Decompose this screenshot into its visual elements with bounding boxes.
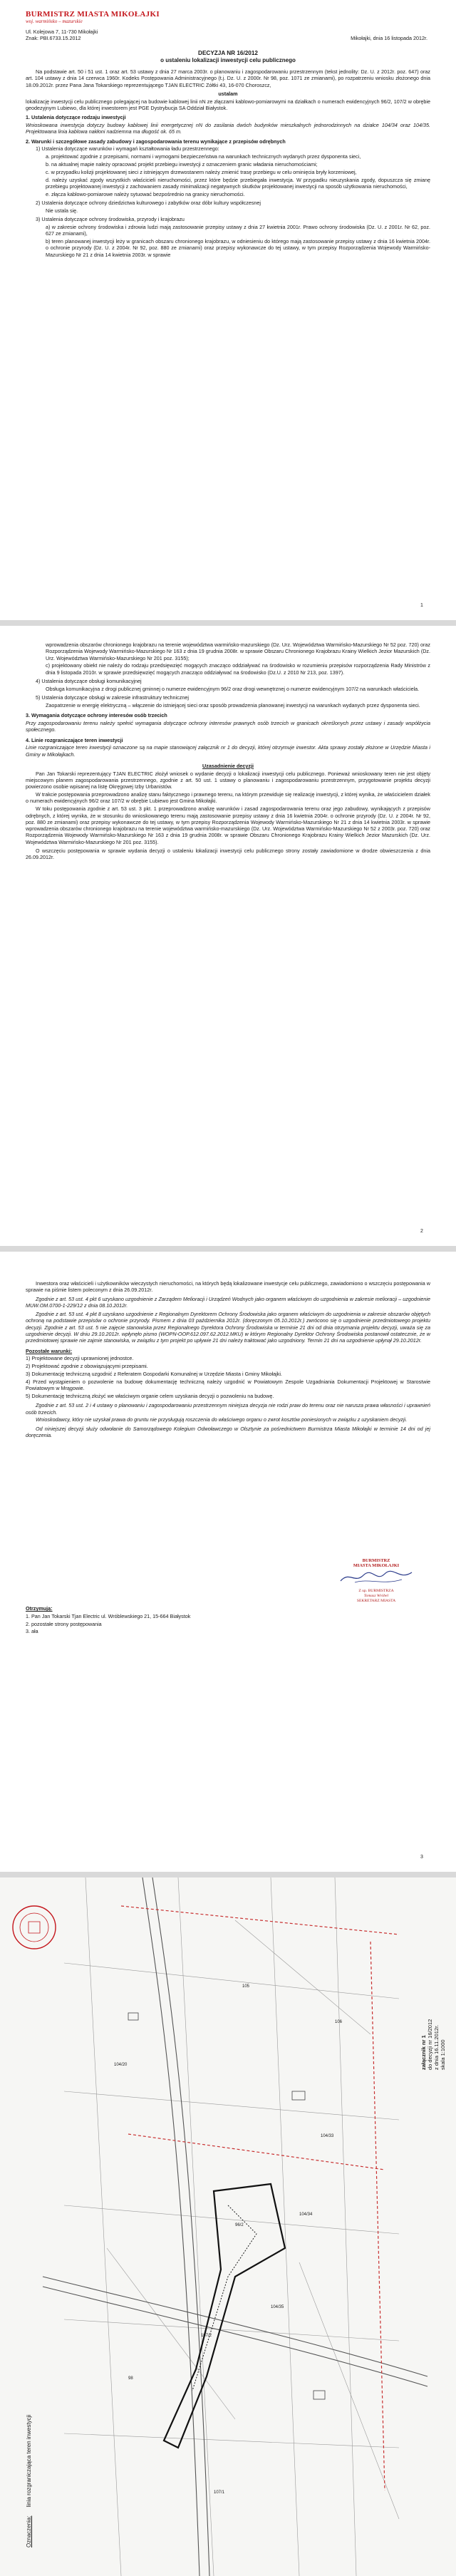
page-4-map [0,1877,456,2576]
page-number: 1 [420,603,423,608]
item-2-1e: e. złącza kablowo-pomiarowe należy sytuować bezpośrednio na granicy nieruchomości. [46,190,245,197]
recipients [26,1605,239,1636]
page-number: 2 [420,1229,423,1234]
item-2-3b: b) teren planowanej inwestycji leży w granicach obszaru chronionego krajobrazu, w odniesieniu do którego mają zastosowanie przepisy ustawy z dnia 16 kwietnia 2004r. o ochronie przyrody (Dz. U. z 2004r. Nr 92, poz. 880 ze zmianami) oraz przepisy wykonawcze do tej ustawy, w tym przepisy Rozporządzenia Wojewody Warmińsko-Mazurskiego Nr 21 z dnia 14 kwietnia 2003r. w sprawie [46,238,430,258]
ustalam-heading: ustalam [218,90,238,97]
body-p1 [26,68,430,259]
case-number: Znak: PBI.6733.15.2012 [26,35,81,42]
ustalam-paragraph: lokalizację inwestycji celu publicznego polegającej na budowie kablowej linii nN ze złączami kablowo-pomiarowymi na działkach o numerach ewidencyjnych 96/2, 107/2 w obrębie geodezyjnym Lubiewo, dla której inwestorem jest PGE Dystrybucja SA Oddział Białystok. [26,98,430,111]
official-round-stamp [13,1906,56,1949]
section-3-text: Przy zagospodarowaniu terenu należy spełnić wymagania dotyczące ochrony interesów prawnych osób trzecich w granicach określonych przez ustawy i zasady współżycia społecznego. [26,719,430,733]
signature-block [333,1558,419,1604]
condition-1: 1) Projektowane decyzji uprawnionej jednostce. [26,1355,134,1362]
item-2-5-text: Zaopatrzenie w energię elektryczną – włączenie do istniejącej sieci oraz sposób prowadzenia planowanej inwestycji na warunkach wydanych przez dysponenta sieci. [46,701,420,709]
page-1 [0,0,456,620]
date-line: Mikołajki, dnia 16 listopada 2012r. [351,35,428,41]
section-2-heading: 2. Warunki i szczegółowe zasady zabudowy i zagospodarowania terenu wynikające z przepisów odrębnych [26,138,286,145]
parcel-label: 106 [335,2020,343,2024]
site-map [0,1877,456,2576]
condition-4: 4) Przed wystąpieniem o pozwolenie na budowę dokumentację techniczną należy uzgodnić w Powiatowym Zespole Uzgadniania Dokumentacji Projektowej w Starostwie Powiatowym w Mrągowie. [26,1378,430,1392]
signature-role: SEKRETARZ MIASTA [356,1599,396,1603]
item-2-5: 5) Ustalenia dotyczące obsługi w zakresie infrastruktury technicznej [36,694,189,701]
body-p3 [26,1280,430,1440]
justification-heading: Uzasadnienie decyzji [202,762,254,769]
item-2-3c: c) projektowany obiekt nie należy do rodzaju przedsięwzięć mogących znacząco oddziaływać na środowisko w rozumieniu przepisów rozporządzenia Rady Ministrów z dnia 9 listopada 2010r. w sprawie przedsięwzięć mogących znacząco oddziaływać na środowisko (Dz.U. z 2010 Nr 213, poz. 1397). [46,662,430,676]
item-2-2: 2) Ustalenia dotyczące ochrony dziedzictwa kulturowego i zabytków oraz dóbr kultury współczesnej [36,200,261,207]
parcel-label: 107/2 [201,2334,212,2338]
item-2-1b: b. na aktualnej mapie należy opracować projekt przebiegu inwestycji z oznaczeniem granic władania nieruchomościami; [46,161,318,168]
address-line: Ul. Kolejowa 7, 11-730 Mikołajki [26,29,98,35]
signature-stamp-line2: MIASTA MIKOŁAJKI [353,1563,400,1568]
signature-za: Z up. BURMISTRZA [358,1589,394,1593]
page-number: 3 [420,1855,423,1860]
section-3-heading: 3. Wymagania dotyczące ochrony interesów osób trzecich [26,712,167,719]
buildings [128,2013,325,2399]
condition-3: 3) Dokumentację techniczną uzgodnić z Referatem Gospodarki Komunalnej w Urzędzie Miasta i Gminy Mikołajki. [26,1371,282,1378]
recipients-heading: Otrzymują: [26,1605,53,1612]
body-p2 [26,642,430,862]
section-1-text: Wnioskowana inwestycja dotyczy budowy kablowej linii energetycznej nN do zasilania dwóch budynków mieszkalnych jednorodzinnych na działce 104/34 oraz 104/35. Projektowana linia kablowa nakłoni nadziemna ma długość ok. 65 m. [26,122,430,135]
parcel-label: 104/33 [321,2134,334,2138]
parcel-grid [64,1877,399,2576]
map-scale: skala 1:1000 [440,2039,446,2070]
justification-p1: Pan Jan Tokarski reprezentujący TJAN ELECTRIC złożył wniosek o wydanie decyzji o lokalizacji inwestycji celu publicznego. Ponieważ wnioskowany teren nie jest objęty miejscowym planem zagospodarowania przestrzennego, zgodnie z art. 50 ust. 1 ustawy o planowaniu i zagospodarowaniu przestrzennym, przygotowanie projektu decyzji powierzono osobie wpisanej na listę Okręgowej Izby Urbanistów. [26,770,430,790]
parcel-label: 107/1 [214,2490,225,2495]
parcel-label: 105 [242,1984,250,1989]
item-2-1d: d. należy uzyskać zgody wszystkich właścicieli nieruchomości, przez które będzie przebiegała inwestycja. W przypadku nieuzyskania zgody, dopuszcza się zmianę przebiegu projektowanej inwestycji z zachowaniem zasady minimalizacji negatywnych skutków projektowanej inwestycji na sposób użytkowania nieruchomości, [46,176,430,190]
p2-continued: wprowadzenia obszarów chronionego krajobrazu na terenie województwa warmińsko-mazurskiego (Dz. Urz. Województwa Warmińsko-Mazurskiego Nr 52 poz. 720) oraz Rozporządzenia Wojewody Warmińsko-Mazurskiego Nr 163 z dnia 19 grudnia 2008r. w sprawie Obszaru Chronionego Krajobrazu Krainy Wielkich Jezior Mazurskich (Dz. Urz. Województwa Warmińsko-Mazurskiego Nr 201 poz. 3155); [46,642,430,661]
p3-paragraph-1: Inwestora oraz właścicieli i użytkowników wieczystych nieruchomości, na których będą lokalizowane inwestycje celu publicznego, zawiadomiono o wszczęciu postępowania w sprawie na piśmie listem poleconym z dnia 26.09.2012r. [26,1280,430,1294]
parcel-label: 96/2 [235,2223,244,2227]
p3-paragraph-3: Zgodnie z art. 53 ust. 4 pkt 8 uzyskano uzgodnienie z Regionalnym Dyrektorem Ochrony Środowiska jako organem właściwym do uzgodnienia w zakresie obszarów objętych ochroną na podstawie przepisów o ochronie przyrody. Pismem z dnia 03 października 2012r. (doręczonym 05.10.2012r.) zwrócono się o uzgodnienie przedmiotowego projektu decyzji. Zgodnie z art. 53 ust. 5 nie zajęcie stanowiska przez Regionalnego Dyrektora Ochrony Środowiska w terminie 21 dni od dnia otrzymania projektu decyzji, uważa się za uzgodnienie decyzji. W dniu 29.10.2012r. wpłynęło pismo (WOPN-OOP.612.097.62.2012.MKU) w którym Regionalny Dyrektor Ochrony Środowiska postanowił ostatecznie, że w przedmiotowej sprawie nie zajmie stanowiska, w związku z tym projekt po upływie 21 dni należy traktować jako uzgodniony. Termin 21 dni na uzgodnienie upłynął 29.10.2012r. [26,1311,430,1344]
attachment-decision: do decyzji nr 16/2012 [427,2019,433,2070]
item-2-2-text: Nie ustala się. [46,207,78,214]
page-3 [0,1252,456,1872]
p3-paragraph-4: Zgodnie z art. 53 ust. 2 i 4 ustawy o planowaniu i zagospodarowaniu przestrzennym niniejsza decyzja nie rodzi praw do terenu oraz nie narusza prawa własności i uprawnień osób trzecich. [26,1402,430,1416]
section-1-heading: 1. Ustalenia dotyczące rodzaju inwestycji [26,114,126,121]
legend-boundary-label: linia rozgraniczająca teren inwestycji [26,2414,32,2508]
legend-heading: Oznaczenia: [26,2515,32,2547]
sender-address [26,29,197,42]
section-4-text: Linie rozgraniczające teren inwestycji oznaczone są na mapie stanowiącej załącznik nr 1 do decyzji, której otrzymuje inwestor. Akta sprawy zostały złożone w Urzędzie Miasta i Gminy w Mikołajkach. [26,744,430,758]
item-2-3a: a) w zakresie ochrony środowiska i zdrowia ludzi mają zastosowanie przepisy ustawy z dnia 27 kwietnia 2001r. Prawo ochrony środowiska (Dz. U. z 2001r. Nr 62, poz. 627 ze zmianami), [46,223,430,237]
signature-name: Tomasz Wróbel [363,1594,389,1598]
mayor-stamp [26,10,160,24]
parcel-label: 104/35 [271,2305,284,2309]
stamp-subtitle: woj. warmińsko – mazurskie [26,19,83,24]
attachment-number: załącznik nr 1 [420,2035,427,2070]
item-2-1: 1) Ustalenia dotyczące warunków i wymagań kształtowania ładu przestrzennego: [36,145,219,153]
attachment-date: z dnia 16.11.2012r. [433,2024,440,2070]
decision-title: DECYZJA NR 16/2012 [198,50,258,56]
cable-route [192,2205,256,2391]
red-boundaries [121,1906,399,2490]
item-2-1c: c. w przypadku kolizji projektowanej sieci z istniejącym drzewostanem należy zmienić trasę przebiegu w celu ominięcia bryły korzeniowej, [46,168,357,175]
parcel-label: 104/34 [299,2212,313,2217]
item-2-4: 4) Ustalenia dotyczące obsługi komunikacyjnej [36,677,142,684]
attachment-label [420,2019,446,2070]
parcel-label: 98 [128,2376,133,2381]
condition-5: 5) Dokumentację techniczną złożyć we właściwym organie celem uzyskania decyzji o pozwoleniu na budowę. [26,1392,274,1399]
justification-p2: W trakcie postępowania przeprowadzono analizę stanu faktycznego i prawnego terenu, na którym przewiduje się realizację inwestycji, z której wynika, że właścicielem działek o numerach ewidencyjnych 96/2 oraz 107/2 w obrębie Lubiewo jest Gmina Mikołajki. [26,791,430,805]
recipient-1: 1. Pan Jan Tokarski Tjan Electric ul. Wróblewskiego 21, 15-664 Białystok [26,1612,191,1619]
stamp-title: BURMISTRZ MIASTA MIKOŁAJKI [26,10,160,19]
signature-stamp-line1: BURMISTRZ [362,1558,390,1563]
page-2 [0,626,456,1246]
map-legend-left [26,2415,32,2547]
intro-paragraph: Na podstawie art. 50 i 51 ust. 1 oraz art. 53 ustawy z dnia 27 marca 2003r. o planowaniu i zagospodarowaniu przestrzennym (tekst jednolity: Dz. U. z 2012r. poz. 647) oraz art. 104 ustawy z dnia 14 czerwca 1960r. Kodeks Postępowania Administracyjnego (t.j. Dz. U. z 2000r. Nr 98, poz. 1071 ze zmianami), po rozpatrzeniu wniosku złożonego dnia 18.09.2012r. przez Pana Jana Tokarskiego reprezentującego TJAN ELECTRIC Zółtki 43, 16-070 Choroszcz, [26,68,430,88]
condition-2: 2) Projektować zgodnie z obowiązującymi przepisami. [26,1363,148,1370]
p3-paragraph-2: Zgodnie z art. 53 ust. 4 pkt 6 uzyskano uzgodnienie z Zarządem Melioracji i Urządzeń Wodnych jako organem właściwym do uzgodnienia w zakresie melioracji – uzgodnienie MUW.OM.0700-1-229/12 z dnia 08.10.2012r. [26,1295,430,1309]
recipient-2: 2. pozostałe strony postępowania [26,1620,102,1627]
p3-paragraph-5: Wnioskodawcy, który nie uzyskał prawa do gruntu nie przysługują roszczenia do właściwego organu o zwrot kosztów poniesionych w związku z uzyskaniem decyzji. [36,1416,408,1423]
item-2-4-text: Obsługa komunikacyjna z drogi publicznej gminnej o numerze ewidencyjnym 96/2 oraz drogi wewnętrznej o numerze ewidencyjnym 107/2 na warunkach właściciela. [46,685,420,692]
item-2-1a: a. projektować zgodnie z przepisami, normami i wymogami bezpieczeństwa na warunkach technicznych wydanych przez dysponenta sieci, [46,153,361,160]
justification-p3: W toku postępowania zgodnie z art. 53 ust. 3 pkt. 1 przeprowadzono analizę warunków i zasad zagospodarowania terenu oraz jego zabudowy, wynikających z przepisów odrębnych, z której wynika, że w stosunku do wnioskowanego terenu mają zastosowanie przepisy ustawy z dnia 16 kwietnia 2004r. o ochronie przyrody (Dz. U. z 2004r. Nr 92, poz. 880 ze zmianami) oraz przepisy wykonawcze do tej ustawy, w tym przepisy Rozporządzenia Wojewody Warmińsko-Mazurskiego Nr 21 z dnia 14 kwietnia 2003r. w sprawie wprowadzenia obszarów chronionego krajobrazu na terenie województwa warmińsko-mazurskiego (Dz. Urz. Województwa Warmińsko-Mazurskiego Nr 52 z 2003r. poz. 720) oraz Rozporządzenia Wojewody Warmińsko-Mazurskiego Nr 163 z dnia 19 grudnia 2008r. w sprawie Obszaru Chronionego Krajobrazu Krainy Wielkich Jezior Mazurskich (Dz. Urz. Województwa Warmińsko-Mazurskiego Nr 201 poz. 3155). [26,805,430,845]
section-4-heading: 4. Linie rozgraniczające teren inwestycji [26,736,123,743]
decision-subtitle: o ustaleniu lokalizacji inwestycji celu publicznego [160,57,296,63]
recipient-3: 3. ała [26,1628,38,1635]
parcel-label: 104/20 [114,2063,128,2067]
conditions-heading: Pozostałe warunki: [26,1347,73,1354]
item-2-3: 3) Ustalenia dotyczące ochrony środowiska, przyrody i krajobrazu [36,216,185,223]
handwritten-signature [333,1568,419,1587]
justification-p4: O wszczęciu postępowania w sprawie wydania decyzji o ustaleniu lokalizacji inwestycji celu publicznego strony zostały zawiadomione w drodze obwieszczenia z dnia 26.09.2012r. [26,847,430,861]
p3-paragraph-6: Od niniejszej decyzji służy odwołanie do Samorządowego Kolegium Odwoławczego w Olsztynie za pośrednictwem Burmistrza Miasta Mikołajki w terminie 14 dni od jej doręczenia. [26,1425,430,1438]
